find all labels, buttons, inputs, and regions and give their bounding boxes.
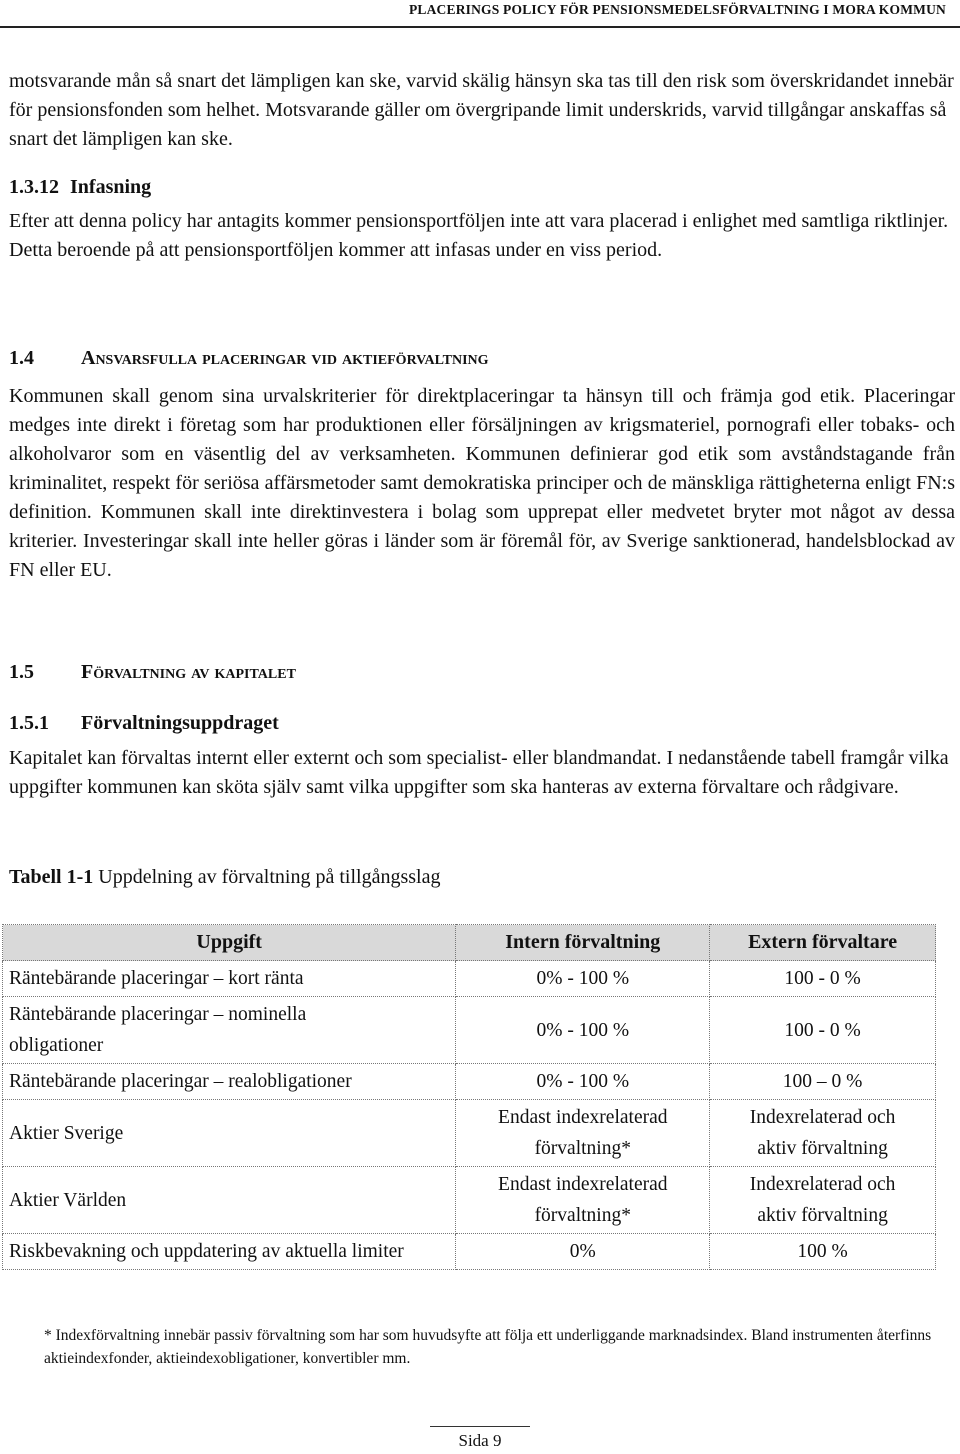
table-caption-label: Tabell 1-1: [9, 866, 94, 888]
table-cell: Endast indexrelaterad förvaltning*: [456, 1100, 710, 1167]
table-row: [3, 997, 936, 1064]
section-1-5-heading: [9, 658, 955, 687]
section-number: 1.5.1: [9, 712, 49, 734]
column-header: Extern förvaltare: [710, 925, 936, 961]
table-row: [3, 1167, 936, 1234]
section-1-3-12-heading: [9, 173, 955, 202]
section-number: 1.5: [9, 661, 34, 683]
table-row: [3, 961, 936, 997]
table-cell: Aktier Sverige: [3, 1100, 456, 1167]
table-row: [3, 1100, 936, 1167]
section-title: Infasning: [70, 176, 152, 198]
table-cell: Räntebärande placeringar – nominella obligationer: [3, 997, 456, 1064]
table-row: [3, 1234, 936, 1270]
page-header: [0, 0, 960, 28]
section-title: Förvaltningsuppdraget: [81, 712, 279, 734]
header-title: PLACERINGS POLICY FÖR PENSIONSMEDELSFÖRVALTNING I MORA KOMMUN: [408, 2, 946, 17]
table-cell: Räntebärande placeringar – realobligationer: [3, 1064, 456, 1100]
table-caption-text: Uppdelning av förvaltning på tillgångsslag: [98, 866, 441, 888]
intro-paragraph: motsvarande mån så snart det lämpligen kan ske, varvid skälig hänsyn ska tas till den risk som överskridandet innebär för pensionsfonden som helhet. Motsvarande gäller om övergripande limit underskrids, varvid tillgångar anskaffas så snart det lämpligen kan ske.: [9, 70, 954, 150]
table-cell: Endast indexrelaterad förvaltning*: [456, 1167, 710, 1234]
table-cell: 100 - 0 %: [710, 961, 936, 997]
table-cell: Riskbevakning och uppdatering av aktuella limiter: [3, 1234, 456, 1270]
section-1-4-body: Kommunen skall genom sina urvalskriterier för direktplaceringar ta hänsyn till och främja god etik. Placeringar medges inte direkt i företag som har produktionen eller försäljningen av krigsmateriel, pornografi eller tobaks- och alkoholvaror som en väsentlig del av verksamheten. Kommunen definierar god etik som avståndstagande från kriminalitet, respekt för seriösa affärsmetoder samt demokratiska principer och de mänskliga rättigheterna enligt FN:s definition. Kommunen skall inte direktinvestera i bolag som upprepat eller medvetet bryter mot något av dessa kriterier. Investeringar skall inte heller göras i länder som är föremål för, av Sverige sanktionerad, handelsblockad av FN eller EU.: [9, 385, 955, 581]
table-cell: 0% - 100 %: [456, 1064, 710, 1100]
table-caption: [9, 866, 440, 889]
section-1-5-1-heading: [9, 709, 955, 738]
table-cell: Indexrelaterad och aktiv förvaltning: [710, 1167, 936, 1234]
section-number: 1.3.12: [9, 176, 59, 198]
allocation-table: [2, 924, 936, 1270]
column-header: Uppgift: [3, 925, 456, 961]
section-title: Ansvarsfulla placeringar vid aktieförvaltning: [81, 347, 489, 369]
table-cell: Aktier Världen: [3, 1167, 456, 1234]
table-cell: 100 %: [710, 1234, 936, 1270]
page-number: Sida 9: [458, 1431, 502, 1450]
table-header-row: [3, 925, 936, 961]
table-cell: 0% - 100 %: [456, 961, 710, 997]
section-number: 1.4: [9, 347, 34, 369]
table-cell: 100 - 0 %: [710, 997, 936, 1064]
column-header: Intern förvaltning: [456, 925, 710, 961]
table-footnote: * Indexförvaltning innebär passiv förvaltning som har som huvudsyfte att följa ett underliggande marknadsindex. Bland instrumenten återfinns aktieindexfonder, aktieindexobligationer, konvertibler mm.: [44, 1327, 932, 1367]
section-1-3-12-body: Efter att denna policy har antagits kommer pensionsportföljen inte att vara placerad i enlighet med samtliga riktlinjer. Detta beroende på att pensionsportföljen kommer att infasas under en viss period.: [9, 210, 949, 261]
section-title: Förvaltning av kapitalet: [81, 661, 296, 683]
section-1-4-heading: [9, 344, 955, 373]
table-row: [3, 1064, 936, 1100]
table-cell: 0% - 100 %: [456, 997, 710, 1064]
table-cell: 100 – 0 %: [710, 1064, 936, 1100]
section-1-5-1-body: Kapitalet kan förvaltas internt eller externt och som specialist- eller blandmandat. I nedanstående tabell framgår vilka uppgifter kommunen kan sköta själv samt vilka uppgifter som ska hanteras av externa förvaltare och rådgivare.: [9, 747, 949, 798]
table-cell: Räntebärande placeringar – kort ränta: [3, 961, 456, 997]
page-footer: [0, 1431, 960, 1451]
table-cell: Indexrelaterad och aktiv förvaltning: [710, 1100, 936, 1167]
table-cell: 0%: [456, 1234, 710, 1270]
footer-divider: [430, 1426, 530, 1427]
